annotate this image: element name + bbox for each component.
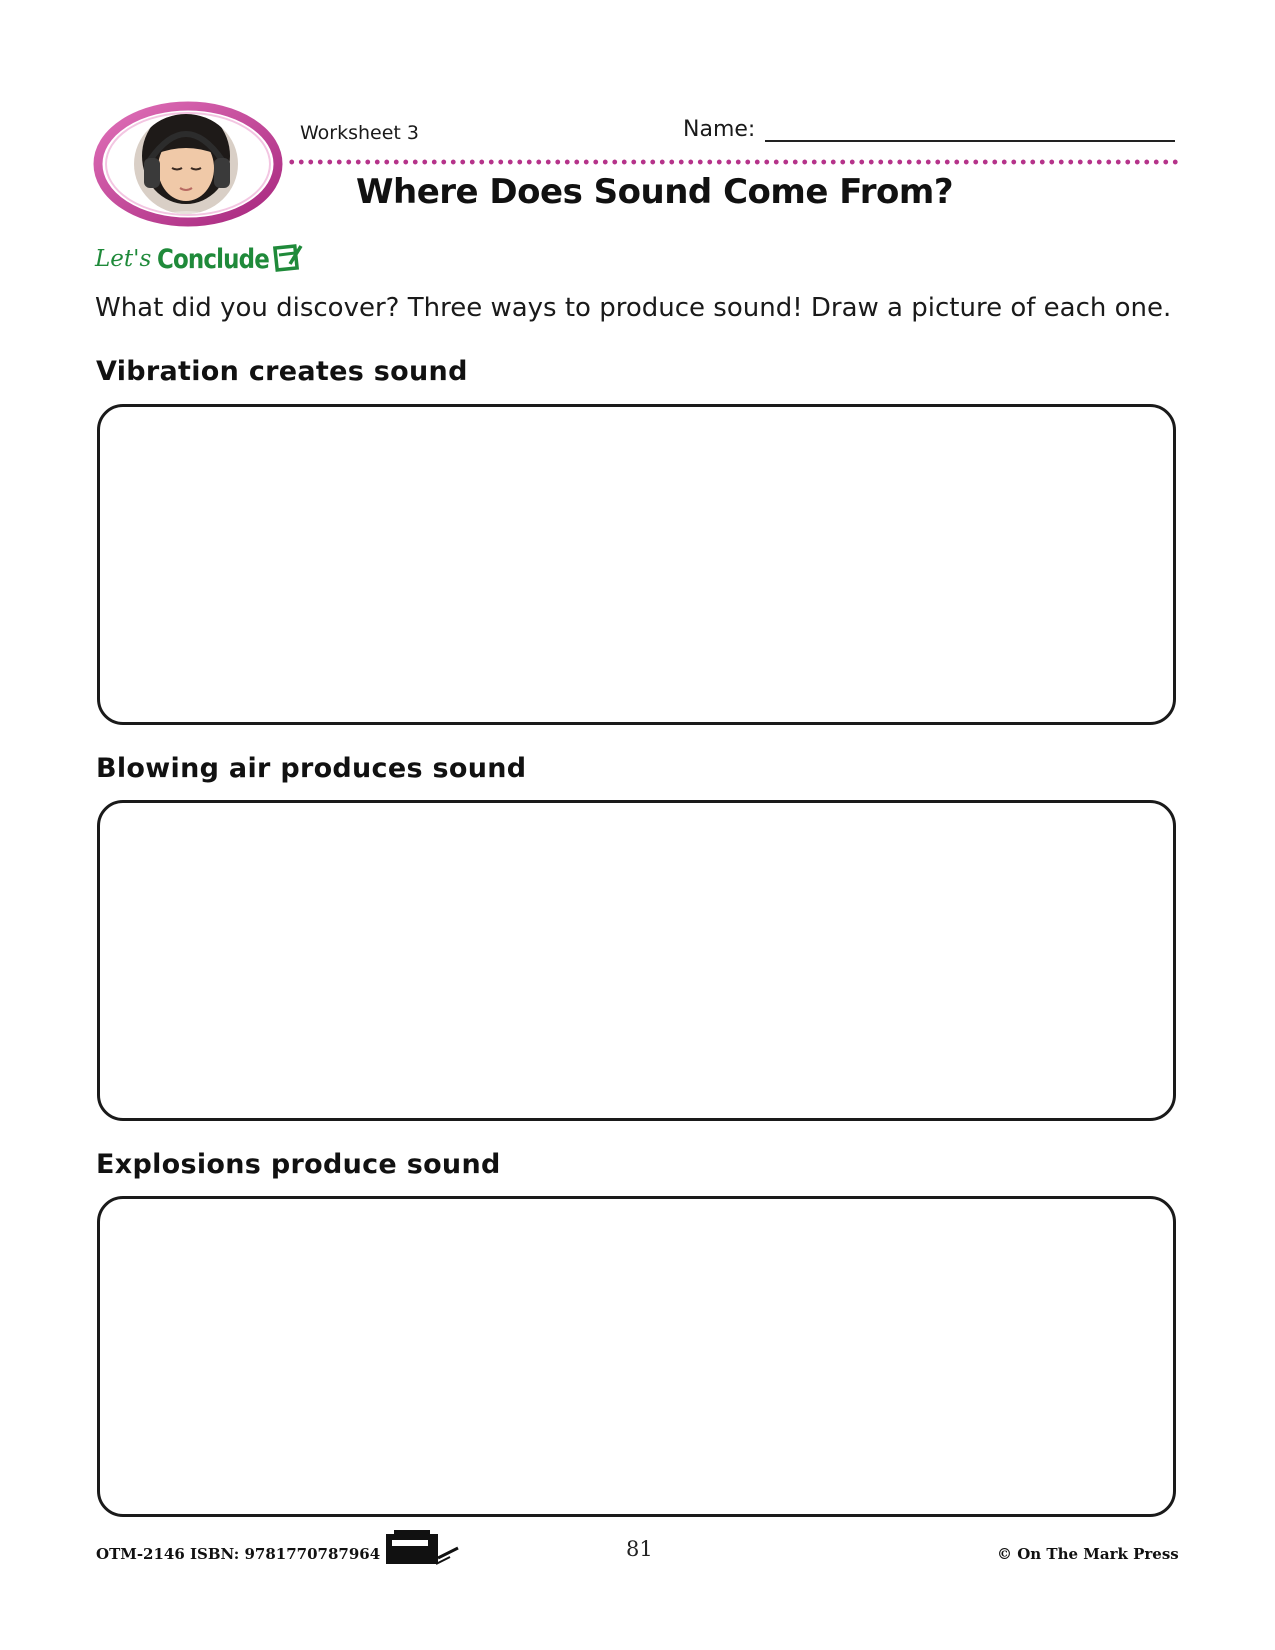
lets-text: Let's	[95, 246, 152, 272]
footer-isbn: OTM-2146 ISBN: 9781770787964	[96, 1545, 381, 1563]
footer-publisher: © On The Mark Press	[997, 1545, 1179, 1563]
lets-conclude-heading	[95, 240, 305, 278]
name-field-group	[683, 117, 1175, 142]
name-label: Name:	[683, 117, 756, 142]
drawing-box-blowing-air[interactable]	[97, 800, 1176, 1121]
worksheet-label: Worksheet 3	[300, 122, 420, 144]
section-label-vibration: Vibration creates sound	[96, 356, 468, 387]
page-title: Where Does Sound Come From?	[356, 172, 954, 212]
page-number: 81	[626, 1537, 653, 1561]
copier-icon	[386, 1530, 462, 1566]
header-logo-image	[92, 98, 284, 230]
name-field[interactable]	[765, 122, 1175, 142]
drawing-box-vibration[interactable]	[97, 404, 1176, 725]
conclude-text: Conclude	[157, 243, 270, 275]
section-label-explosions: Explosions produce sound	[96, 1149, 501, 1180]
dotted-divider	[287, 159, 1179, 165]
drawing-box-explosions[interactable]	[97, 1196, 1176, 1517]
notepad-icon	[271, 240, 305, 278]
section-label-blowing-air: Blowing air produces sound	[96, 753, 527, 784]
intro-instructions: What did you discover? Three ways to produce sound! Draw a picture of each one.	[95, 293, 1172, 323]
